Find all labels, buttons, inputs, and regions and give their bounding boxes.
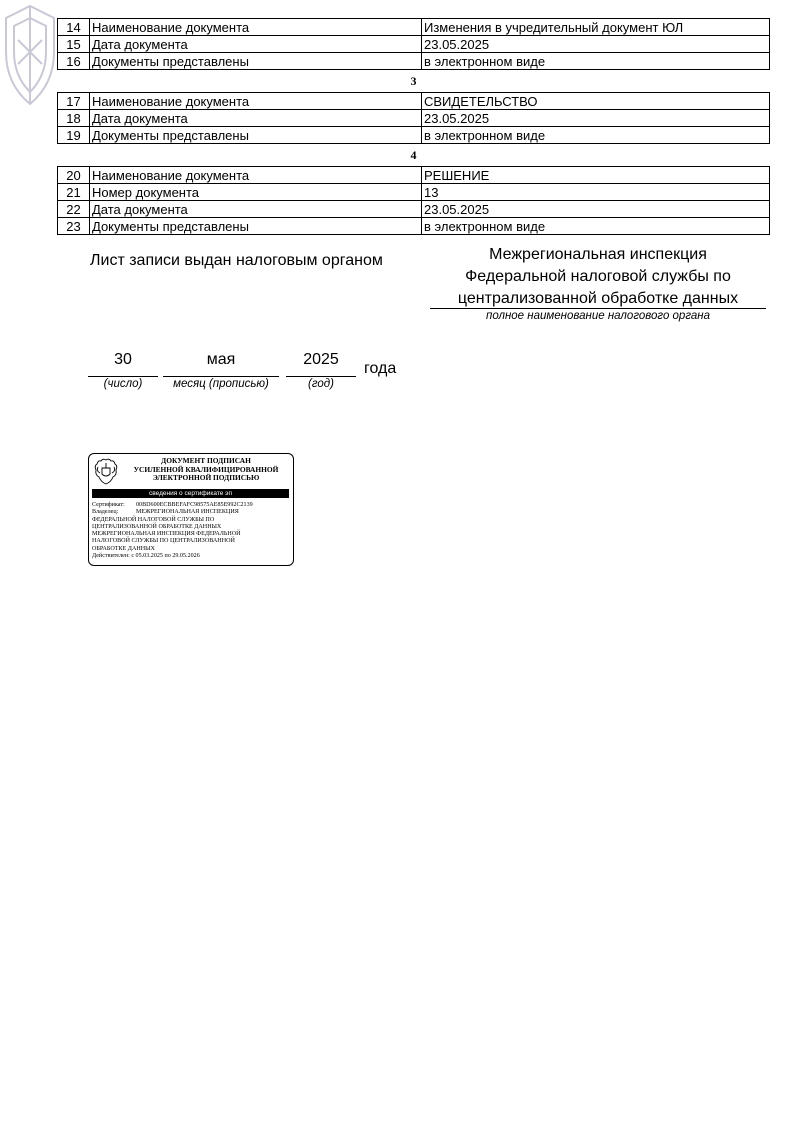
underline xyxy=(286,376,356,377)
stamp-certificate-details xyxy=(92,502,290,560)
record-table-c xyxy=(57,166,770,235)
stamp-title-line: ЭЛЕКТРОННОЙ ПОДПИСЬЮ xyxy=(152,473,260,482)
underline xyxy=(430,308,766,309)
issued-by-label: Лист записи выдан налоговым органом xyxy=(90,252,383,269)
owner-label: Владелец: xyxy=(92,509,119,516)
row-number: 19 xyxy=(58,127,90,144)
row-number: 16 xyxy=(58,53,90,70)
stamp-info-bar: сведения о сертификате эп xyxy=(92,489,289,498)
field-value: 23.05.2025 xyxy=(422,36,770,53)
fns-emblem-watermark-icon xyxy=(0,0,58,112)
field-name: Наименование документа xyxy=(90,19,422,36)
row-number: 17 xyxy=(58,93,90,110)
date-day: 30 xyxy=(114,351,132,368)
row-number: 18 xyxy=(58,110,90,127)
table-row xyxy=(58,201,770,218)
date-year: 2025 xyxy=(303,351,339,368)
owner-line: ОБРАБОТКЕ ДАННЫХ xyxy=(92,545,155,552)
year-word: года xyxy=(364,360,397,377)
authority-line: Межрегиональная инспекция xyxy=(489,246,707,263)
record-table-b xyxy=(57,92,770,144)
field-value: РЕШЕНИЕ xyxy=(422,167,770,184)
table-row xyxy=(58,218,770,235)
stamp-title xyxy=(121,457,291,483)
date-month-caption: месяц (прописью) xyxy=(173,378,269,390)
field-value: в электронном виде xyxy=(422,218,770,235)
date-month: мая xyxy=(206,351,236,368)
row-number: 20 xyxy=(58,167,90,184)
date-day-caption: (число) xyxy=(103,378,143,390)
table-row xyxy=(58,36,770,53)
field-value: Изменения в учредительный документ ЮЛ xyxy=(422,19,770,36)
underline xyxy=(163,376,279,377)
validity-value: с 05.03.2025 по 29.05.2026 xyxy=(131,553,200,560)
validity-row xyxy=(92,553,290,560)
table-row xyxy=(58,19,770,36)
field-name: Номер документа xyxy=(90,184,422,201)
field-name: Дата документа xyxy=(90,110,422,127)
row-number: 23 xyxy=(58,218,90,235)
validity-label: Действителен: xyxy=(92,553,130,560)
table-row xyxy=(58,167,770,184)
date-year-caption: (год) xyxy=(308,378,334,390)
field-name: Наименование документа xyxy=(90,167,422,184)
field-value: в электронном виде xyxy=(422,127,770,144)
record-table-a xyxy=(57,18,770,70)
authority-line: Федеральной налоговой службы по xyxy=(465,268,731,285)
field-value: 13 xyxy=(422,184,770,201)
field-name: Документы представлены xyxy=(90,218,422,235)
underline xyxy=(88,376,158,377)
table-row xyxy=(58,53,770,70)
section-number: 3 xyxy=(410,74,417,88)
certificate-value: 00BD600ECBBEFAFC98575AE85E992C2139 xyxy=(136,502,253,508)
stamp-title-line: ДОКУМЕНТ ПОДПИСАН xyxy=(161,456,251,465)
field-value: в электронном виде xyxy=(422,53,770,70)
row-number: 22 xyxy=(58,201,90,218)
row-number: 15 xyxy=(58,36,90,53)
tax-authority-name xyxy=(430,244,766,310)
field-name: Документы представлены xyxy=(90,127,422,144)
owner-line: ЦЕНТРАЛИЗОВАННОЙ ОБРАБОТКЕ ДАННЫХ xyxy=(92,523,222,530)
table-row xyxy=(58,127,770,144)
authority-caption: полное наименование налогового органа xyxy=(485,310,710,322)
field-value: СВИДЕТЕЛЬСТВО xyxy=(422,93,770,110)
field-name: Дата документа xyxy=(90,36,422,53)
certificate-label: Сертификат: xyxy=(92,502,125,508)
field-name: Дата документа xyxy=(90,201,422,218)
owner-line: МЕЖРЕГИОНАЛЬНАЯ ИНСПЕКЦИЯ ФЕДЕРАЛЬНОЙ xyxy=(92,531,241,538)
section-number: 4 xyxy=(410,148,417,162)
row-number: 14 xyxy=(58,19,90,36)
electronic-signature-stamp xyxy=(88,453,294,566)
owner-value: МЕЖРЕГИОНАЛЬНАЯ ИНСПЕКЦИЯ xyxy=(136,509,239,516)
field-name: Документы представлены xyxy=(90,53,422,70)
coat-of-arms-icon xyxy=(92,457,120,487)
row-number: 21 xyxy=(58,184,90,201)
owner-line: ФЕДЕРАЛЬНОЙ НАЛОГОВОЙ СЛУЖБЫ ПО xyxy=(92,516,215,523)
table-row xyxy=(58,184,770,201)
stamp-title-line: УСИЛЕННОЙ КВАЛИФИЦИРОВАННОЙ xyxy=(133,464,279,474)
field-value: 23.05.2025 xyxy=(422,201,770,218)
authority-line: централизованной обработке данных xyxy=(457,290,739,307)
owner-line: НАЛОГОВОЙ СЛУЖБЫ ПО ЦЕНТРАЛИЗОВАННОЙ xyxy=(92,538,235,545)
owner-row xyxy=(92,509,290,516)
field-value: 23.05.2025 xyxy=(422,110,770,127)
table-row xyxy=(58,93,770,110)
certificate-row xyxy=(92,502,290,509)
field-name: Наименование документа xyxy=(90,93,422,110)
table-row xyxy=(58,110,770,127)
